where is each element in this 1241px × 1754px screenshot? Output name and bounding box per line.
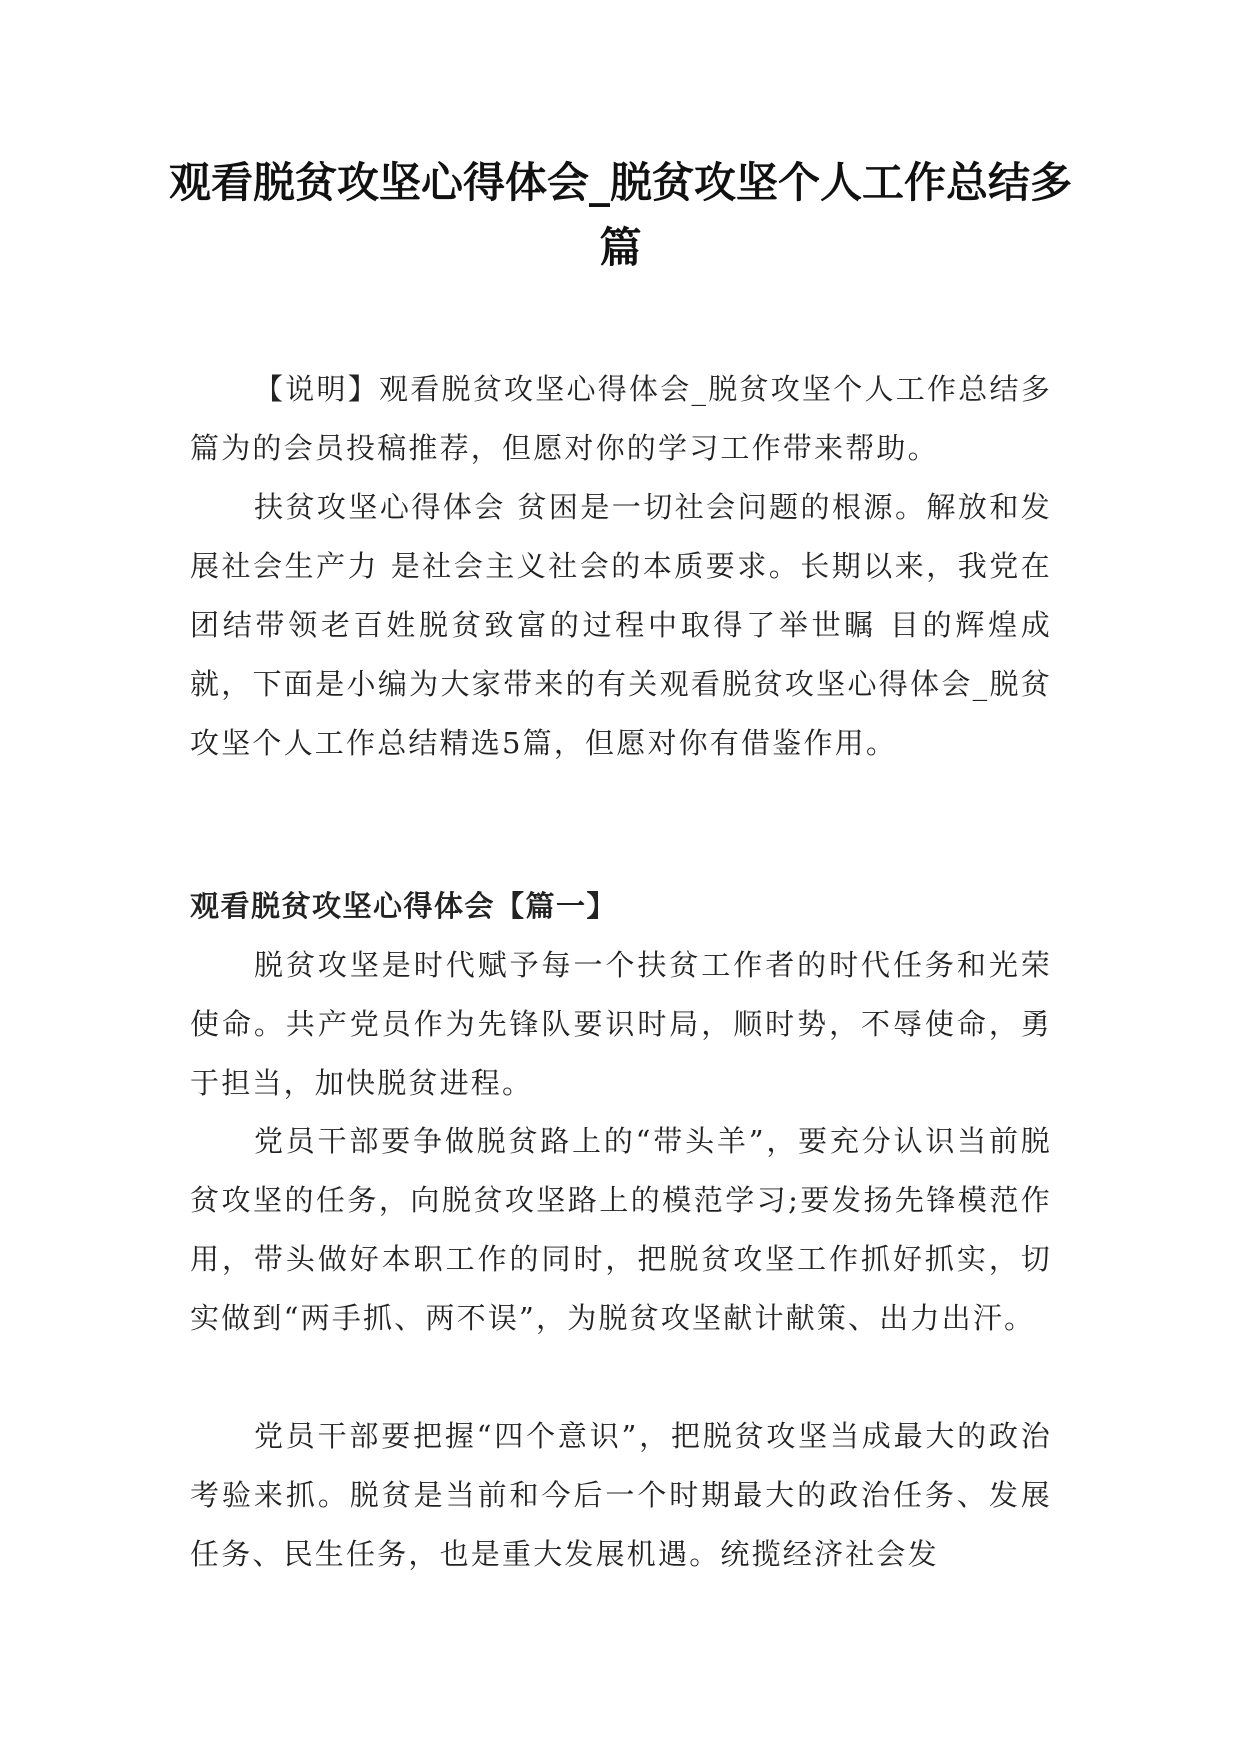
lead-paragraph: 扶贫攻坚心得体会 贫困是一切社会问题的根源。解放和发展社会生产力 是社会主义社会的本质要求。长期以来，我党在团结带领老百姓脱贫致富的过程中取得了举世瞩 目的辉煌成就，下面是小编为大家带来的有关观看脱贫攻坚心得体会_脱贫攻坚个人工作总结精选5篇，但愿对你有借鉴作用。 [190, 490, 1052, 760]
section-paragraph: 脱贫攻坚是时代赋予每一个扶贫工作者的时代任务和光荣使命。共产党员作为先锋队要识时局，顺时势，不辱使命，勇于担当，加快脱贫进程。 [190, 948, 1052, 1100]
document-title: 观看脱贫攻坚心得体会_脱贫攻坚个人工作总结多篇 [168, 158, 1072, 272]
intro-paragraph: 【说明】观看脱贫攻坚心得体会_脱贫攻坚个人工作总结多篇为的会员投稿推荐，但愿对你的学习工作带来帮助。 [190, 372, 1052, 465]
section-paragraph: 党员干部要把握“四个意识”，把脱贫攻坚当成最大的政治考验来抓。脱贫是当前和今后一个时期最大的政治任务、发展任务、民生任务，也是重大发展机遇。统揽经济社会发 [190, 1419, 1052, 1571]
section-heading: 观看脱贫攻坚心得体会【篇一】 [190, 889, 618, 923]
section-paragraph: 党员干部要争做脱贫路上的“带头羊”，要充分认识当前脱贫攻坚的任务，向脱贫攻坚路上的模范学习;要发扬先锋模范作用，带头做好本职工作的同时，把脱贫攻坚工作抓好抓实，切实做到“两手抓、两不误”，为脱贫攻坚献计献策、出力出汗。 [190, 1124, 1052, 1335]
